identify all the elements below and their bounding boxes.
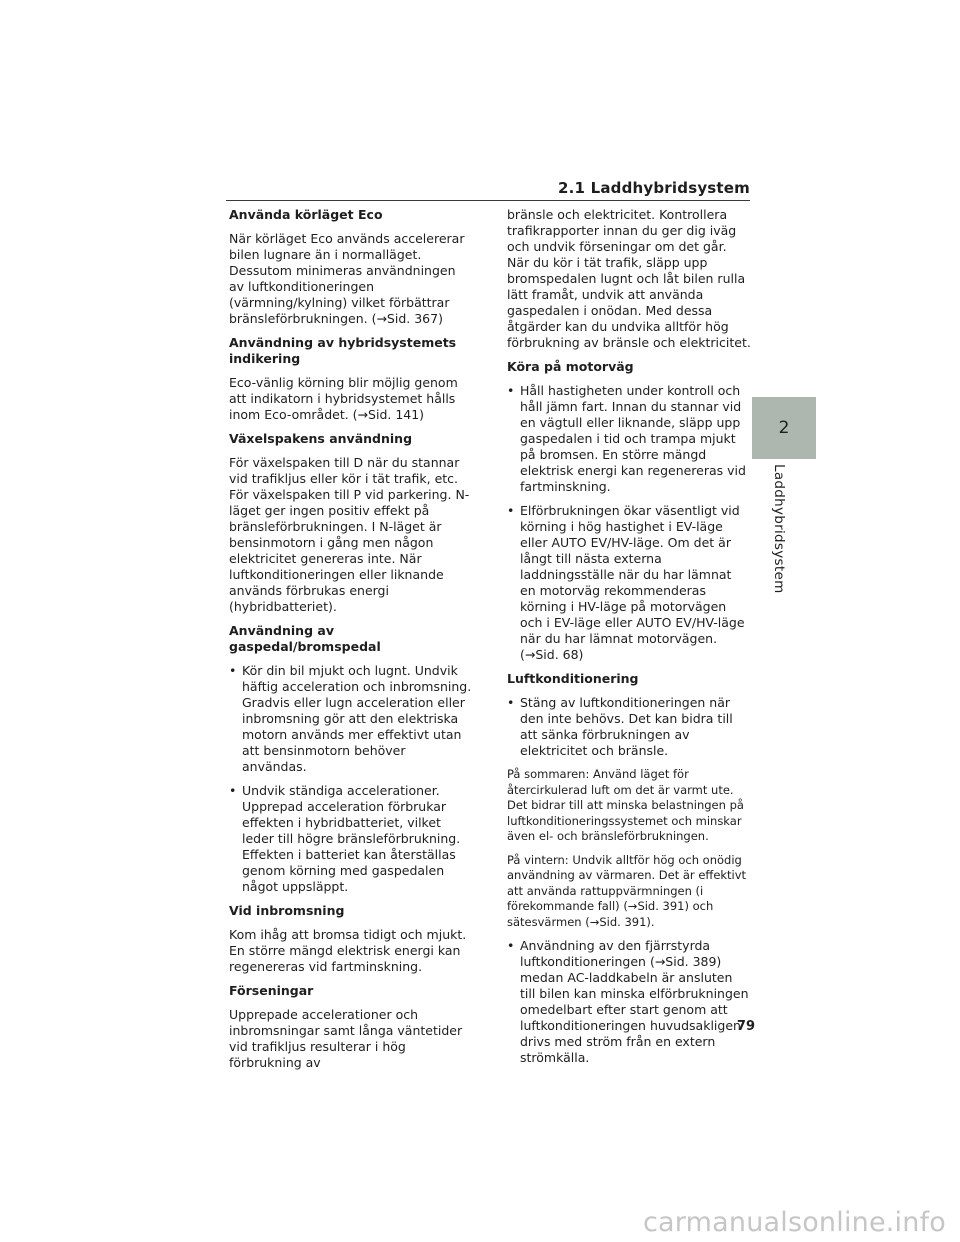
delays-text: Upprepade accelerationer och inbromsningar samt långa väntetider vid trafikljus resulterar i hög förbrukning av: [229, 1007, 463, 1070]
pedal-list: [229, 663, 473, 895]
eco-text: När körläget Eco används accelererar bilen lugnare än i normalläget. Dessutom minimeras användningen av luftkonditioneringen (värmning/kylning) vilket förbättrar bränsleförbrukningen. (→Sid. 367): [229, 231, 465, 326]
remote-ac-list: [507, 938, 751, 1066]
list-item: • Användning av den fjärrstyrda luftkonditioneringen (→Sid. 389) medan AC-laddkabeln är ansluten till bilen kan minska elförbrukningen omedelbart efter start genom att luftkonditioneringen huvudsakligen drivs med ström från en extern strömkälla.: [507, 938, 751, 1066]
watermark[interactable]: carmanualsonline.info: [643, 1207, 946, 1238]
ac-heading: Luftkonditionering: [507, 671, 639, 686]
header-divider: [226, 200, 750, 201]
ac-list: [507, 695, 751, 759]
braking-heading: Vid inbromsning: [229, 903, 345, 918]
right-column: [507, 207, 751, 1074]
braking-text: Kom ihåg att bromsa tidigt och mjukt. En större mängd elektrisk energi kan regenereras vid fartminskning.: [229, 927, 467, 974]
chapter-tab: [752, 397, 816, 459]
page-number: 79: [736, 1019, 755, 1034]
delays-text-continued: bränsle och elektricitet. Kontrollera trafikrapporter innan du ger dig iväg och undvik förseningar om det går. När du kör i tät trafik, släpp upp bromspedalen lugnt och låt bilen rulla lätt framåt, undvik att använda gaspedalen i onödan. Med dessa åtgärder kan du undvika alltför hög förbrukning av bränsle och elektricitet.: [507, 207, 751, 350]
delays-heading: Förseningar: [229, 983, 314, 998]
shift-heading: Växelspakens användning: [229, 431, 413, 446]
list-item: • Håll hastigheten under kontroll och håll jämn fart. Innan du stannar vid en vägtull eller liknande, släpp upp gaspedalen i tid och trampa mjukt på bromsen. En större mängd elektrisk energi kan regenereras vid fartminskning.: [507, 383, 751, 495]
pedal-heading: Användning av gaspedal/bromspedal: [229, 623, 381, 654]
list-item: • Stäng av luftkonditioneringen när den inte behövs. Det kan bidra till att sänka förbrukningen av elektricitet och bränsle.: [507, 695, 751, 759]
indicator-heading: Användning av hybridsystemets indikering: [229, 335, 457, 366]
chapter-number: 2: [778, 418, 790, 438]
highway-list: [507, 383, 751, 663]
chapter-label: Laddhybridsystem: [771, 464, 787, 594]
eco-heading: Använda körläget Eco: [229, 207, 383, 222]
section-title: 2.1 Laddhybridsystem: [557, 179, 750, 197]
highway-heading: Köra på motorväg: [507, 359, 634, 374]
list-item: • Kör din bil mjukt och lugnt. Undvik häftig acceleration och inbromsning. Gradvis eller lugn acceleration eller inbromsning gör att den elektriska motorn används mer effektivt utan att bensinmotorn behöver användas.: [229, 663, 473, 775]
winter-note: På vintern: Undvik alltför hög och onödig användning av värmaren. Det är effektivt att använda rattuppvärmningen (i förekommande fall) (→Sid. 391) och sätesvärmen (→Sid. 391).: [507, 852, 747, 929]
indicator-text: Eco-vänlig körning blir möjlig genom att indikatorn i hybridsystemet hålls inom Eco-området. (→Sid. 141): [229, 375, 458, 422]
shift-text: För växelspaken till D när du stannar vid trafikljus eller kör i tät trafik, etc. För växelspaken till P vid parkering. N-läget ger ingen positiv effekt på bränsleförbrukningen. I N-läget är bensinmotorn i gång men någon elektricitet genereras inte. När luftkonditioneringen eller liknande används förbrukas energi (hybridbatteriet).: [229, 455, 470, 614]
summer-note: På sommaren: Använd läget för återcirkulerad luft om det är varmt ute. Det bidrar till att minska belastningen på luftkonditioneringssystemet och minskar även el- och bränsleförbrukningen.: [507, 767, 744, 843]
list-item: • Undvik ständiga accelerationer. Upprepad acceleration förbrukar effekten i hybridbatteriet, vilket leder till högre bränsleförbrukning. Effekten i batteriet kan återställas genom körning med gaspedalen något uppsläppt.: [229, 783, 473, 895]
list-item: • Elförbrukningen ökar väsentligt vid körning i hög hastighet i EV-läge eller AUTO EV/HV-läge. Om det är långt till nästa externa laddningsställe när du har lämnat en motorväg rekommenderas körning i HV-läge på motorvägen och i EV-läge eller AUTO EV/HV-läge när du har lämnat motorvägen. (→Sid. 68): [507, 503, 751, 663]
left-column: [229, 207, 473, 1079]
